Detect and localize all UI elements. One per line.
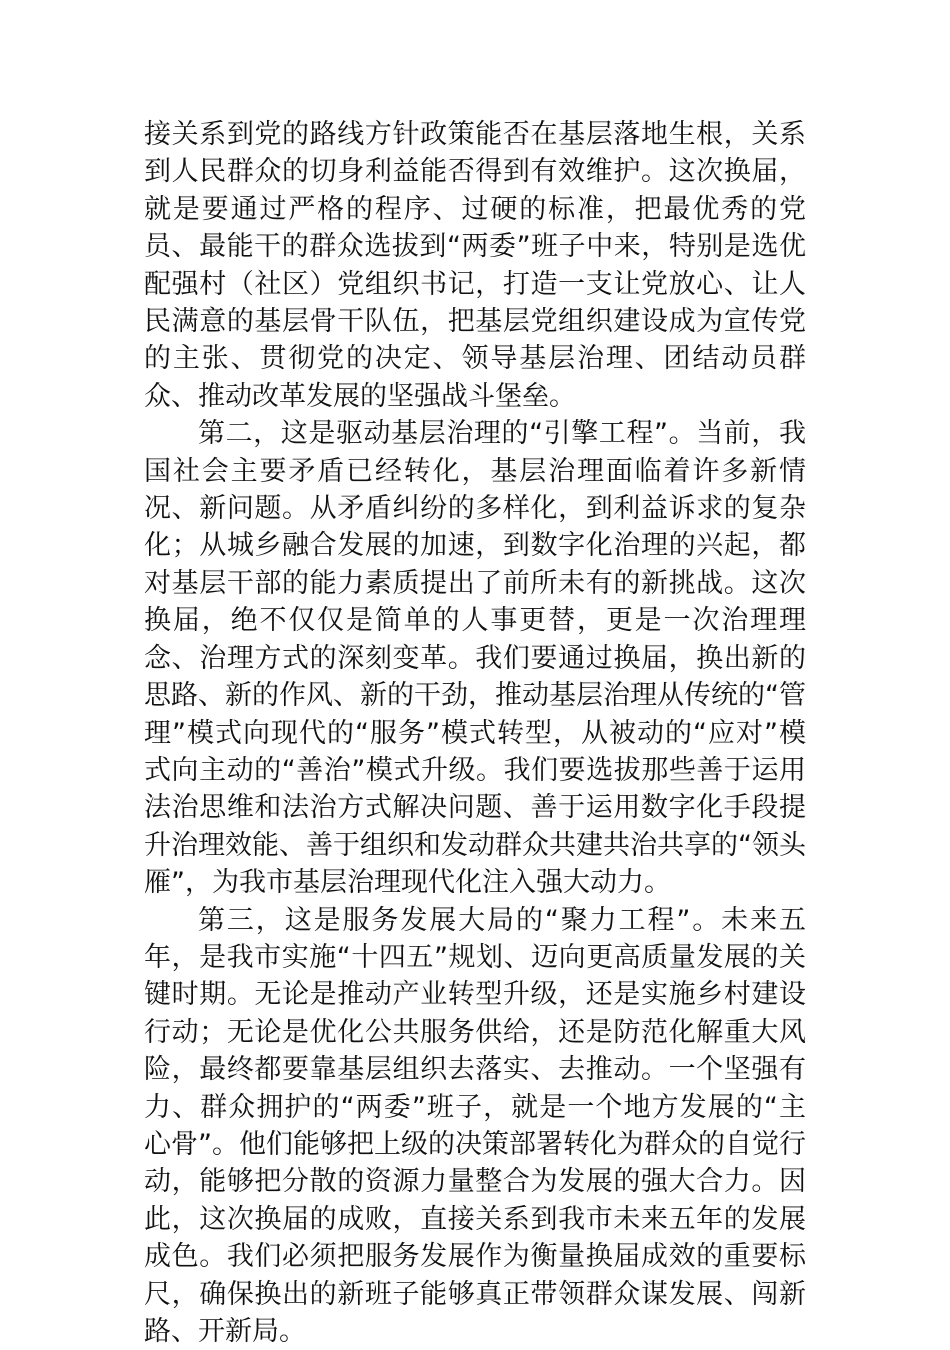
paragraph-continuation: 接关系到党的路线方针政策能否在基层落地生根，关系到人民群众的切身利益能否得到有效维护。这次换届，就是要通过严格的程序、过硬的标准，把最优秀的党员、最能干的群众选拔到“两委”班子中来，特别是选优配强村（社区）党组织书记，打造一支让党放心、让人民满意的基层骨干队伍，把基层党组织建设成为宣传党的主张、贯彻党的决定、领导基层治理、团结动员群众、推动改革发展的坚强战斗堡垒。	[144, 119, 806, 412]
paragraph-third-point: 第三，这是服务发展大局的“聚力工程”。未来五年，是我市实施“十四五”规划、迈向更高质量发展的关键时期。无论是推动产业转型升级，还是实施乡村建设行动；无论是优化公共服务供给，还是防范化解重大风险，最终都要靠基层组织去落实、去推动。一个坚强有力、群众拥护的“两委”班子，就是一个地方发展的“主心骨”。他们能够把上级的决策部署转化为群众的自觉行动，能够把分散的资源力量整合为发展的强大合力。因此，这次换届的成败，直接关系到我市未来五年的发展成色。我们必须把服务发展作为衡量换届成效的重要标尺，确保换出的新班子能够真正带领群众谋发展、闯新路、开新局。	[144, 904, 806, 1347]
paragraph-second-point: 第二，这是驱动基层治理的“引擎工程”。当前，我国社会主要矛盾已经转化，基层治理面临着许多新情况、新问题。从矛盾纠纷的多样化，到利益诉求的复杂化；从城乡融合发展的加速，到数字化治理的兴起，都对基层干部的能力素质提出了前所未有的新挑战。这次换届，绝不仅仅是简单的人事更替，更是一次治理理念、治理方式的深刻变革。我们要通过换届，换出新的思路、新的作风、新的干劲，推动基层治理从传统的“管理”模式向现代的“服务”模式转型，从被动的“应对”模式向主动的“善治”模式升级。我们要选拔那些善于运用法治思维和法治方式解决问题、善于运用数字化手段提升治理效能、善于组织和发动群众共建共治共享的“领头雁”，为我市基层治理现代化注入强大动力。	[144, 418, 806, 899]
document-body	[144, 116, 806, 1350]
